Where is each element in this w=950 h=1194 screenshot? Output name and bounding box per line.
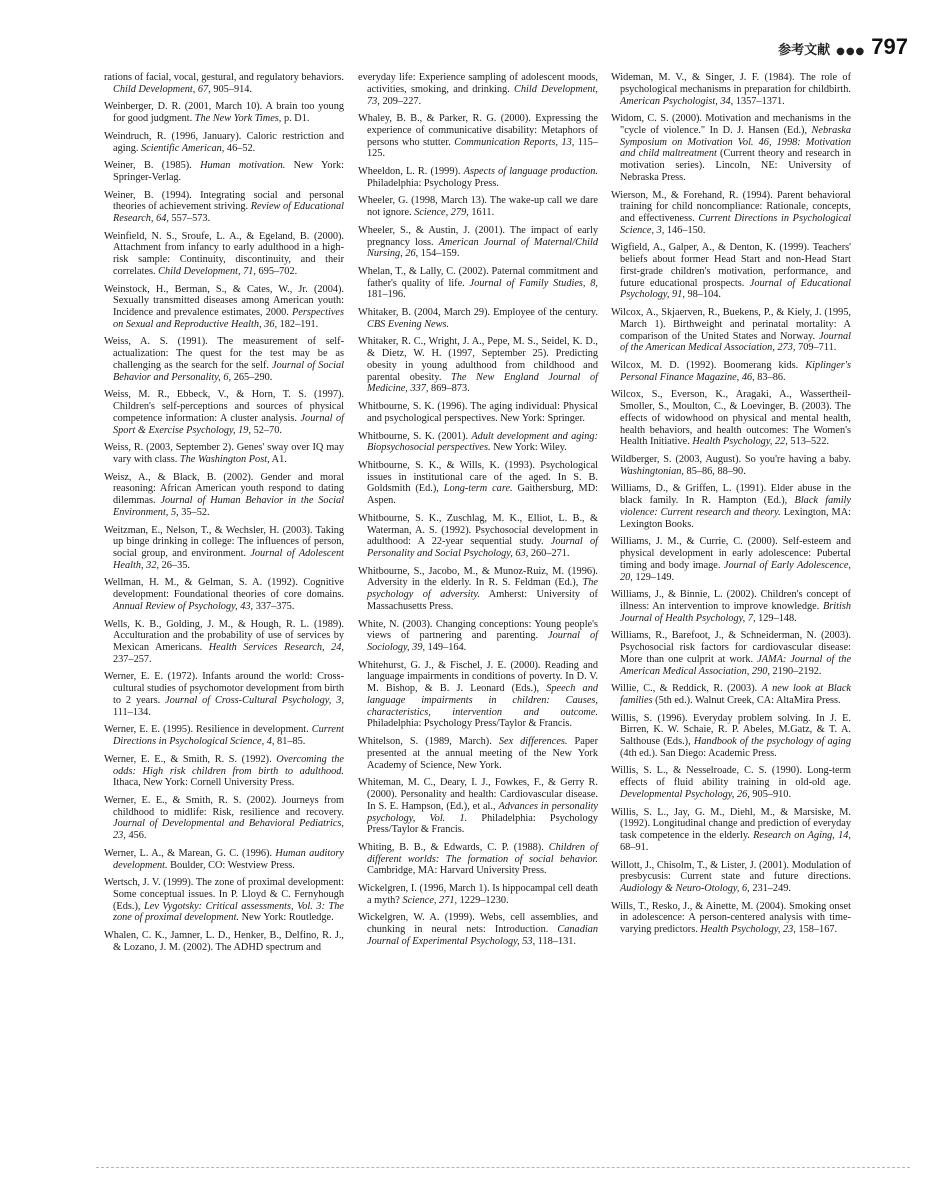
reference-tail: 237–257. — [113, 653, 152, 665]
reference-tail: 118–131. — [535, 935, 576, 947]
reference-entry — [104, 389, 344, 436]
reference-source: Handbook of the psychology of aging — [693, 736, 851, 748]
reference-text: Whitbourne, S. K. (1996). The aging individual: Physical and psychological perspectives. New York: Springer. — [358, 401, 598, 424]
reference-entry — [358, 72, 598, 107]
reference-entry — [104, 795, 344, 842]
reference-column-3 — [611, 72, 851, 942]
reference-tail: 146–150. — [664, 224, 706, 236]
reference-source: Review of Educational Research, 64, — [113, 201, 344, 225]
reference-tail: 181–196. — [367, 289, 406, 301]
reference-tail: 46–52. — [224, 142, 256, 154]
reference-entry — [611, 901, 851, 936]
reference-tail: 52–70. — [251, 424, 282, 436]
reference-text: Whalen, C. K., Jamner, L. D., Henker, B., Delfino, R. J., & Lozano, J. M. (2002). The ADHD spectrum and — [104, 930, 344, 953]
reference-source: Lev Vygotsky: Critical assessments, Vol. 3: The zone of proximal development. — [113, 900, 344, 924]
reference-tail: 154–159. — [418, 248, 460, 260]
reference-text: Widom, C. S. (2000). Motivation and mechanisms in the "cycle of violence." In D. J. Hansen (Ed.), — [611, 113, 851, 136]
reference-entry — [611, 765, 851, 800]
reference-source: Aspects of language production. — [463, 166, 598, 178]
reference-source: Black family violence: Current research and theory. — [620, 495, 851, 518]
reference-text: Weinfield, N. S., Sroufe, L. A., & Egeland, B. (2000). Attachment from infancy to early adulthood in a high-risk sample: Continuity, discontinuity, and their correlates. — [104, 230, 344, 277]
reference-tail: 98–104. — [684, 289, 721, 301]
reference-text: Willis, S. L., & Nesselroade, C. S. (1990). Long-term effects of fluid ability training in old-old age. — [611, 765, 851, 789]
reference-source: Perspectives on Sexual and Reproductive Health, 36, — [113, 307, 344, 330]
reference-entry — [104, 848, 344, 872]
reference-text: Weiss, M. R., Ebbeck, V., & Horn, T. S. (1997). Children's self-perceptions and sources of physical competence information: A cluster analysis. — [104, 389, 344, 424]
reference-source: The New York Times, — [194, 113, 282, 125]
reference-tail: 869–873. — [428, 383, 470, 395]
reference-tail: 709–711. — [795, 342, 837, 354]
reference-entry — [358, 619, 598, 654]
reference-tail: New York: Routledge. — [239, 912, 334, 924]
reference-source: Developmental Psychology, 26, — [620, 788, 750, 800]
reference-text: Williams, J., & Binnie, L. (2002). Children's concept of illness: An intervention to improve knowledge. — [611, 589, 851, 612]
reference-text: Whitaker, B. (2004, March 29). Employee of the century. — [358, 307, 598, 319]
reference-tail: 695–702. — [255, 265, 298, 277]
reference-text: Weiner, B. (1985). — [104, 160, 201, 172]
reference-text: rations of facial, vocal, gestural, and regulatory behaviors. — [104, 72, 344, 83]
reference-source: Human motivation. — [200, 160, 286, 172]
reference-tail: Amherst: University of Massachusetts Press. — [367, 589, 598, 612]
reference-tail: Lexington, MA: Lexington Books. — [620, 506, 852, 530]
reference-entry — [104, 472, 344, 519]
reference-entry — [611, 242, 851, 301]
reference-entry — [358, 460, 598, 507]
reference-tail: A1. — [269, 454, 287, 466]
reference-source: Science, 279, — [414, 207, 469, 219]
reference-text: Wheeler, S., & Austin, J. (2001). The impact of early pregnancy loss. — [358, 224, 598, 248]
reference-source: Current Directions in Psychological Science, 3, — [620, 213, 851, 236]
reference-source: Journal of Sociology, 39, — [367, 630, 598, 654]
reference-tail: 456. — [125, 830, 147, 842]
reference-tail: 111–134. — [113, 706, 151, 718]
reference-source: CBS Evening News. — [367, 318, 450, 330]
reference-entry — [104, 930, 344, 954]
reference-tail: 129–148. — [755, 612, 797, 624]
reference-tail: Philadelphia: Psychology Press/Taylor & Francis. — [367, 812, 598, 836]
reference-source: Journal of Educational Psychology, 91, — [620, 277, 851, 301]
reference-text: Willie, C., & Reddick, R. (2003). — [611, 683, 762, 695]
reference-entry — [104, 754, 344, 789]
reference-text: Whitbourne, S. K. (2001). — [358, 430, 472, 442]
reference-entry — [611, 72, 851, 107]
reference-text: Wilcox, S., Everson, K., Aragaki, A., Wassertheil-Smoller, S., Moulton, C., & Loevinger, B. (2003). The effects of widowhood on physical and mental health, health behaviors, and health outcomes: The Women's Health Initiative. — [611, 389, 851, 448]
reference-text: Wierson, M., & Forehand, R. (1994). Parent behavioral training for child noncompliance: Rationale, concepts, and effectiveness. — [611, 189, 851, 225]
reference-text: Whitehurst, G. J., & Fischel, J. E. (2000). Reading and language impairments in conditions of poverty. In D. V. M. Bishop, & B. J. Leonard (Eds.), — [358, 659, 598, 695]
reference-source: Long-term care. — [443, 483, 513, 495]
reference-text: Whitbourne, S. K., Zuschlag, M. K., Elliot, L. B., & Waterman, A. S. (1992). Psychosocial development in adulthood: A 22-year sequential study. — [358, 512, 598, 548]
reference-column-2 — [358, 72, 598, 954]
reference-text: Wilcox, M. D. (1992). Boomerang kids. — [611, 359, 806, 371]
reference-source: American Psychologist, 34, — [620, 95, 734, 107]
reference-source: The Washington Post, — [179, 454, 270, 466]
reference-entry — [611, 683, 851, 707]
reference-tail: 68–91. — [620, 841, 649, 853]
reference-entry — [104, 190, 344, 225]
reference-tail: 83–86. — [754, 371, 786, 383]
reference-text: Werner, E. E. (1972). Infants around the world: Cross-cultural studies of psychomotor development from birth to 2 years. — [104, 671, 344, 706]
reference-source: Journal of Social Behavior and Personality, 6, — [113, 359, 344, 383]
reference-entry — [358, 401, 598, 425]
reference-entry — [104, 131, 344, 155]
reference-source: Communication Reports, 13, — [454, 136, 575, 148]
reference-entry — [104, 442, 344, 466]
reference-text: Whitelson, S. (1989, March). — [358, 736, 499, 748]
reference-text: Wells, K. B., Golding, J. M., & Hough, R. L. (1989). Acculturation and the probability of use of services by Mexican Americans. — [104, 618, 344, 654]
reference-source: Advances in personality psychology, Vol. 1. — [367, 800, 598, 824]
reference-text: Wheeler, G. (1998, March 13). The wake-up call we dare not ignore. — [358, 195, 598, 219]
reference-entry — [611, 536, 851, 583]
reference-tail: p. D1. — [281, 113, 310, 125]
reference-source: The New England Journal of Medicine, 337, — [367, 371, 598, 395]
reference-source: Washingtonian, — [620, 465, 684, 477]
reference-entry — [104, 284, 344, 331]
reference-entry — [104, 619, 344, 666]
reference-text: Wickelgren, I. (1996, March 1). Is hippocampal cell death a myth? — [358, 883, 598, 906]
reference-source: Health Psychology, 22, — [692, 436, 788, 448]
reference-tail: Cambridge, MA: Harvard University Press. — [367, 865, 547, 877]
reference-entry — [104, 671, 344, 718]
reference-entry — [611, 360, 851, 384]
reference-text: Weindruch, R. (1996, January). Caloric restriction and aging. — [104, 130, 344, 154]
reference-tail: New York: Wiley. — [490, 442, 567, 454]
reference-tail: Boulder, CO: Westview Press. — [167, 859, 295, 871]
reference-tail: 265–290. — [231, 371, 273, 383]
reference-entry — [611, 190, 851, 237]
reference-source: Nebraska Symposium on Motivation Vol. 46, 1998: Motivation and child maltreatment — [620, 124, 851, 160]
reference-tail: 81–85. — [274, 736, 306, 748]
reference-text: Wigfield, A., Galper, A., & Denton, K. (1999). Teachers' beliefs about former Head Start and non-Head Start first-grade children's motivation, performance, and future educational prospects. — [611, 242, 851, 289]
reference-text: Whelan, T., & Lally, C. (2002). Paternal commitment and father's quality of life. — [358, 265, 598, 289]
reference-source: A new look at Black families — [620, 683, 851, 706]
reference-tail: 1229–1230. — [457, 894, 509, 906]
reference-tail: 209–227. — [379, 95, 422, 107]
reference-entry — [358, 912, 598, 947]
reference-entry — [611, 713, 851, 760]
reference-entry — [104, 577, 344, 612]
reference-text: Werner, L. A., & Marean, G. C. (1996). — [104, 847, 276, 859]
reference-entry — [358, 166, 598, 190]
reference-tail: 905–910. — [749, 788, 792, 800]
header-dots: ●●● — [836, 46, 866, 57]
reference-entry — [358, 736, 598, 771]
reference-entry — [611, 113, 851, 184]
reference-tail: (4th ed.). San Diego: Academic Press. — [620, 747, 777, 759]
reference-source: Kiplinger's Personal Finance Magazine, 46, — [620, 359, 851, 383]
reference-text: everyday life: Experience sampling of adolescent moods, activities, smoking, and drinking. — [358, 72, 598, 95]
reference-source: The psychology of adversity. — [367, 577, 598, 601]
reference-entry — [104, 525, 344, 572]
reference-tail: 231–249. — [749, 883, 791, 894]
reference-source: Child Development, 67, — [113, 83, 211, 95]
section-label: 参考文献 — [778, 43, 831, 58]
reference-entry — [358, 336, 598, 395]
reference-text: Willis, S. L., Jay, G. M., Diehl, M., & Marsiske, M. (1992). Longitudinal change and prediction of everyday task competence in the elderly. — [611, 806, 851, 842]
reference-text: Weiss, R. (2003, September 2). Genes' sway over IQ may vary with class. — [104, 442, 344, 466]
reference-source: Journal of Sport & Exercise Psychology, 19, — [113, 412, 344, 436]
page-number: 797 — [871, 34, 908, 59]
reference-text: Weisz, A., & Black, B. (2002). Gender and moral reasoning: African American youth respond to dating dilemmas. — [104, 471, 344, 507]
reference-tail: (Current theory and research in motivation series). Lincoln, NE: University of Nebraska Press. — [620, 148, 851, 183]
reference-source: Journal of Adolescent Health, 32, — [113, 548, 344, 571]
reference-entry — [358, 225, 598, 260]
reference-entry — [611, 589, 851, 624]
reference-source: Health Psychology, 23, — [700, 924, 796, 936]
reference-text: Whiting, B. B., & Edwards, C. P. (1988). — [358, 841, 549, 853]
reference-text: White, N. (2003). Changing conceptions: Young people's views of partnering and parenting. — [358, 618, 598, 642]
reference-entry — [358, 513, 598, 560]
reference-entry — [611, 807, 851, 854]
reference-text: Weinstock, H., Berman, S., & Cates, W., Jr. (2004). Sexually transmitted diseases among American youth: Incidence and prevalence estimates, 2000. — [104, 283, 344, 319]
reference-tail: Ithaca, New York: Cornell University Press. — [113, 777, 295, 789]
reference-source: Scientific American, — [141, 142, 225, 154]
reference-text: Williams, R., Barefoot, J., & Schneiderman, N. (2003). Psychosocial risk factors for cardiovascular disease: More than one culprit at work. — [611, 630, 851, 665]
reference-entry — [611, 483, 851, 530]
reference-entry — [358, 431, 598, 455]
reference-source: British Journal of Health Psychology, 7, — [620, 600, 851, 624]
reference-text: Willis, S. (1996). Everyday problem solving. In J. E. Birren, K. W. Schaie, R. P. Abeles, M.Gatz, & T. A. Salthouse (Eds.), — [611, 712, 851, 748]
reference-text: Wildberger, S. (2003, August). So you're having a baby. — [611, 453, 851, 465]
reference-source: Current Directions in Psychological Science, 4, — [113, 724, 344, 748]
reference-source: Journal of Human Behavior in the Social Environment, 5, — [113, 495, 345, 518]
reference-entry — [358, 266, 598, 301]
reference-tail: Paper presented at the annual meeting of the New York Academy of Science, New York. — [367, 736, 598, 771]
reference-tail: 260–271. — [528, 548, 570, 560]
reference-tail: New York: Springer-Verlag. — [113, 160, 345, 183]
reference-tail: 85–86, 88–90. — [683, 465, 746, 477]
footer-divider — [96, 1167, 910, 1168]
reference-text: Weiner, B. (1994). Integrating social and personal theories of achievement striving. — [104, 189, 344, 213]
reference-entry — [358, 566, 598, 613]
reference-entry — [358, 660, 598, 731]
reference-source: Adult development and aging: Biopsychosocial perspectives. — [367, 430, 598, 454]
reference-entry — [611, 860, 851, 895]
reference-entry — [104, 724, 344, 748]
reference-source: Child Development, 71, — [158, 265, 256, 277]
reference-tail: 337–375. — [253, 600, 295, 612]
reference-entry — [611, 307, 851, 354]
reference-source: Audiology & Neuro-Otology, 6, — [620, 883, 750, 894]
reference-tail: 149–164. — [425, 642, 467, 654]
reference-text: Whiteman, M. C., Deary, I. J., Fowkes, F., & Gerry R. (2000). Personality and health: Cardiovascular disease. In S. E. Hampson, (Ed.), et al., — [358, 777, 598, 812]
reference-entry — [611, 454, 851, 478]
reference-source: Human auditory development. — [113, 847, 344, 871]
reference-source: Annual Review of Psychology, 43, — [113, 600, 254, 612]
reference-tail: 1611. — [468, 207, 495, 219]
reference-tail: Philadelphia: Psychology Press. — [367, 177, 499, 189]
reference-source: Research on Aging, 14, — [753, 830, 851, 842]
reference-source: Journal of Cross-Cultural Psychology, 3, — [165, 694, 344, 706]
reference-tail: 513–522. — [787, 436, 830, 448]
reference-entry — [611, 630, 851, 677]
reference-text: Williams, D., & Griffen, L. (1991). Elder abuse in the black family. In R. Hampton (Ed.), — [611, 483, 851, 507]
reference-entry — [358, 195, 598, 219]
reference-text: Werner, E. E., & Smith, R. S. (2002). Journeys from childhood to midlife: Risk, resilience and recovery. — [104, 794, 344, 818]
reference-source: Journal of the American Medical Association, 273, — [620, 330, 851, 354]
reference-source: Journal of Developmental and Behavioral Pediatrics, 23, — [113, 818, 344, 842]
reference-source: JAMA: Journal of the American Medical Association, 290, — [620, 653, 852, 677]
reference-source: Overcoming the odds: High risk children from birth to adulthood. — [113, 753, 344, 777]
reference-tail: 115–125. — [367, 136, 598, 160]
reference-text: Whitaker, R. C., Wright, J. A., Pepe, M. S., Seidel, K. D., & Dietz, W. H. (1997, September 25). Predicting obesity in young adulthood from childhood and parental obesity. — [358, 336, 598, 383]
reference-tail: 158–167. — [795, 924, 838, 936]
reference-column-1 — [104, 72, 344, 959]
reference-entry — [358, 113, 598, 160]
reference-entry — [104, 101, 344, 125]
reference-text: Wideman, M. V., & Singer, J. F. (1984). The role of psychological mechanisms in preparation for childbirth. — [611, 72, 851, 95]
page-header — [778, 34, 908, 60]
reference-source: Canadian Journal of Experimental Psychology, 53, — [367, 924, 598, 947]
reference-text: Weiss, A. S. (1991). The measurement of self-actualization: The quest for the test may be as challenging as the search for the self. — [104, 336, 344, 371]
reference-source: Health Services Research, 24, — [208, 642, 344, 654]
reference-text: Willott, J., Chisolm, T., & Lister, J. (2001). Modulation of presbycusis: Current state and future directions. — [611, 859, 851, 883]
reference-source: Journal of Family Studies, 8, — [469, 277, 598, 289]
reference-text: Whitbourne, S. K., & Wills, K. (1993). Psychological issues in institutional care of the aged. In S. B. Goldsmith (Ed.), — [358, 459, 598, 495]
reference-text: Wickelgren, W. A. (1999). Webs, cell assemblies, and chunking in neural nets: Introduction. — [358, 912, 598, 936]
reference-entry — [104, 72, 344, 96]
reference-source: Sex differences. — [498, 736, 568, 748]
reference-entry — [104, 877, 344, 924]
reference-source: Child Development, 73, — [367, 83, 598, 107]
reference-entry — [358, 842, 598, 877]
reference-tail: 26–35. — [159, 559, 190, 571]
reference-text: Whitbourne, S., Jacobo, M., & Munoz-Ruiz, M. (1996). Adversity in the elderly. In R. S. Feldman (Ed.), — [358, 565, 598, 589]
reference-tail: Gaithersburg, MD: Aspen. — [367, 483, 599, 507]
reference-text: Werner, E. E., & Smith, R. S. (1992). — [104, 753, 277, 765]
reference-tail: (5th ed.). Walnut Creek, CA: AltaMira Press. — [652, 694, 841, 706]
reference-tail: 35–52. — [178, 506, 210, 518]
reference-text: Wills, T., Resko, J., & Ainette, M. (2004). Smoking onset in adolescence: A person-centered analysis with time-varying predictors. — [611, 900, 851, 936]
reference-source: Journal of Personality and Social Psychology, 63, — [367, 536, 598, 560]
reference-source: American Journal of Maternal/Child Nursing, 26, — [367, 236, 598, 260]
reference-text: Williams, J. M., & Currie, C. (2000). Self-esteem and physical development in early adolescence: Pubertal timing and body image. — [611, 536, 851, 571]
reference-text: Weinberger, D. R. (2001, March 10). A brain too young for good judgment. — [104, 101, 344, 125]
reference-entry — [611, 389, 851, 448]
reference-text: Wertsch, J. V. (1999). The zone of proximal development: Some conceptual issues. In P. Lloyd & C. Fernyhough (Eds.), — [104, 877, 344, 912]
reference-entry — [358, 777, 598, 836]
reference-entry — [358, 883, 598, 907]
reference-source: Science, 271, — [402, 894, 458, 906]
reference-entry — [104, 231, 344, 278]
reference-text: Werner, E. E. (1995). Resilience in development. — [104, 724, 312, 736]
reference-tail: 2190–2192. — [769, 665, 822, 677]
reference-entry — [104, 160, 344, 184]
reference-tail: 1357–1371. — [733, 95, 785, 107]
reference-tail: 129–149. — [632, 571, 675, 583]
reference-entry — [358, 307, 598, 331]
reference-text: Wellman, H. M., & Gelman, S. A. (1992). Cognitive development: Foundational theories of core domains. — [104, 577, 344, 601]
reference-text: Wheeldon, L. R. (1999). — [358, 166, 464, 178]
reference-source: Journal of Early Adolescence, 20, — [620, 559, 851, 583]
reference-tail: 557–573. — [168, 213, 211, 225]
reference-tail: 905–914. — [210, 83, 252, 95]
reference-entry — [104, 336, 344, 383]
reference-tail: 182–191. — [277, 318, 319, 330]
reference-text: Whaley, B. B., & Parker, R. G. (2000). Expressing the experience of communicative disability: Metaphors of persons who stutter. — [358, 113, 598, 148]
reference-source: Speech and language impairments in children: Causes, characteristics, intervention and outcome. — [367, 683, 598, 718]
reference-tail: Philadelphia: Psychology Press/Taylor & Francis. — [367, 718, 572, 730]
reference-text: Wilcox, A., Skjaerven, R., Buekens, P., & Kiely, J. (1995, March 1). Birthweight and perinatal mortality: A comparison of the United States and Norway. — [611, 307, 851, 342]
reference-source: Children of different worlds: The formation of social behavior. — [367, 841, 598, 865]
reference-text: Weitzman, E., Nelson, T., & Wechsler, H. (2003). Taking up binge drinking in college: The influences of person, social group, and environment. — [104, 524, 344, 560]
